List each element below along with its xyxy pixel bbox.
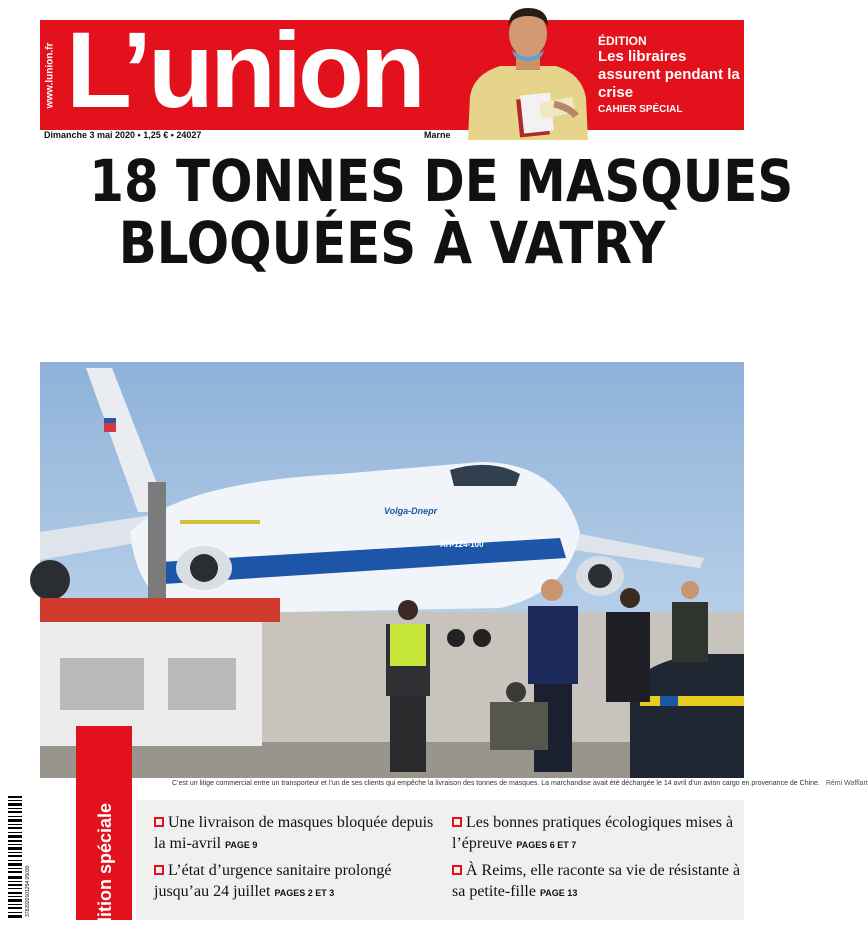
main-headline[interactable] — [89, 147, 794, 277]
teaser-item[interactable]: À Reims, elle raconte sa vie de résistante à sa petite-fille PAGE 13 — [452, 862, 741, 900]
newspaper-logo[interactable]: L’union — [66, 9, 422, 130]
edition-name: Marne — [424, 130, 451, 140]
checkbox-bullet-icon — [154, 817, 164, 827]
promo-box[interactable] — [598, 34, 746, 116]
checkbox-bullet-icon — [154, 865, 164, 875]
dateline — [40, 130, 744, 140]
barcode-icon — [6, 794, 32, 920]
photo-credit: Rémi Wafflart — [825, 780, 868, 787]
cargo-plane-illustration — [40, 362, 744, 778]
teaser-box — [136, 800, 744, 920]
teaser-page-ref: PAGES 2 ET 3 — [274, 888, 335, 898]
headline-line-2: BLOQUÉES À VATRY — [118, 209, 666, 277]
promo-eyebrow: ÉDITION — [598, 34, 647, 48]
barcode-digits: 3782920101254 05030 — [25, 865, 31, 917]
main-photo[interactable] — [40, 362, 744, 778]
promo-photo-bookseller — [458, 4, 598, 140]
checkbox-bullet-icon — [452, 865, 462, 875]
promo-subtitle: CAHIER SPÉCIAL — [598, 104, 683, 116]
teaser-item[interactable]: Une livraison de masques bloquée depuis la mi-avril PAGE 9 — [154, 814, 434, 852]
teaser-item[interactable]: L’état d’urgence sanitaire prolongé jusqu’au 24 juillet PAGES 2 ET 3 — [154, 862, 392, 900]
teaser-page-ref: PAGES 6 ET 7 — [516, 840, 577, 850]
teaser-column-left — [154, 812, 444, 908]
special-edition-label: Édition spéciale — [95, 802, 115, 940]
caption-text: C’est un litige commercial entre un transporteur et l’un de ses clients qui empêche la livraison des tonnes de masques. La marchandise avait été déchargée le 14 avril d’un avion cargo en provenance de Chine. — [172, 780, 820, 787]
checkbox-bullet-icon — [452, 817, 462, 827]
teaser-page-ref: PAGE 13 — [539, 888, 578, 898]
special-edition-tab — [76, 726, 132, 940]
headline-line-1: 18 TONNES DE MASQUES — [89, 147, 794, 215]
photo-caption — [172, 780, 868, 787]
teaser-item[interactable]: Les bonnes pratiques écologiques mises à l’épreuve PAGES 6 ET 7 — [452, 814, 734, 852]
site-url[interactable]: www.lunion.fr — [44, 42, 56, 109]
issue-date-price: Dimanche 3 mai 2020 • 1,25 € • 24027 — [44, 130, 202, 140]
teaser-page-ref: PAGE 9 — [225, 840, 258, 850]
teaser-column-right — [452, 812, 742, 908]
aircraft-brand-text: Volga-Dnepr — [384, 506, 438, 516]
promo-title: Les libraires assurent pendant la crise — [598, 48, 740, 102]
aircraft-model-text: АН-124-100 — [440, 540, 484, 549]
